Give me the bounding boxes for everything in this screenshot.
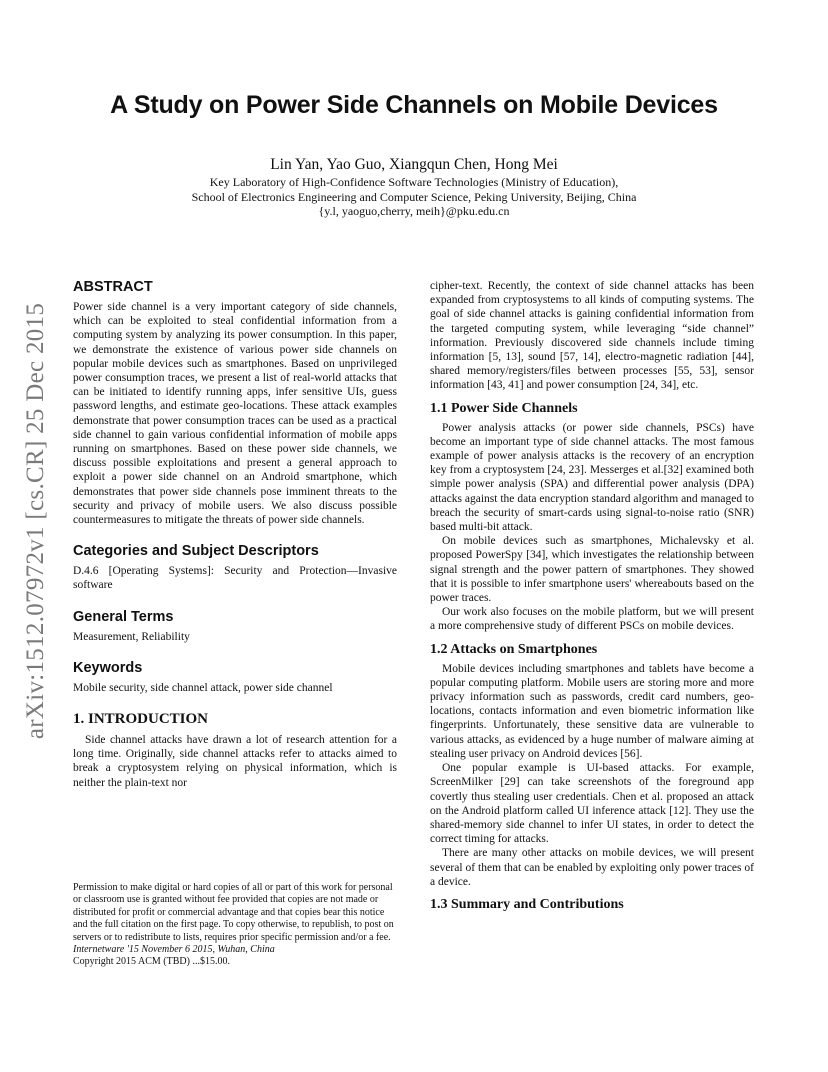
section-1-1-paragraph: On mobile devices such as smartphones, Michalevsky et al. proposed PowerSpy [34], which investigates the relationship between signal strength and the power pattern of smartphones. They showed that it is possible to infer smartphone users' whereabouts based on the power traces. bbox=[430, 535, 754, 605]
permission-notice bbox=[73, 882, 399, 969]
section-1-1-paragraph: Our work also focuses on the mobile platform, but we will present a more comprehensive study of different PSCs on mobile devices. bbox=[430, 606, 754, 633]
author-emails: {y.l, yaoguo,cherry, meih}@pku.edu.cn bbox=[318, 204, 510, 218]
general-terms-section bbox=[73, 609, 397, 644]
section-1-1-paragraph: Power analysis attacks (or power side channels, PSCs) have become an important type of side channel attacks. The most famous example of power analysis attacks is the recovery of an encryption key from a cryptosystem [24, 23]. Messerges et al.[32] examined both simple power analysis (SPA) and differential power analysis (DPA) attacks against the data encryption standard algorithm and managed to breach the security of smart-cards using signal-to-noise ratio (SNR) based multi-bit attack. bbox=[430, 421, 754, 534]
introduction-section bbox=[73, 711, 397, 790]
copyright-text: Copyright 2015 ACM (TBD) ...$15.00. bbox=[73, 956, 230, 968]
categories-heading: Categories and Subject Descriptors bbox=[73, 543, 319, 560]
abstract-heading: ABSTRACT bbox=[73, 279, 153, 295]
abstract-section bbox=[73, 279, 397, 527]
section-1-1-heading: 1.1 Power Side Channels bbox=[430, 400, 578, 416]
categories-section bbox=[73, 543, 397, 592]
introduction-text: Side channel attacks have drawn a lot of research attention for a long time. Originally, side channel attacks refer to attacks aimed to break a cryptosystem relying on physical information, which is neither the plain-text nor bbox=[73, 734, 397, 789]
right-column bbox=[430, 279, 754, 917]
section-1-2-heading: 1.2 Attacks on Smartphones bbox=[430, 641, 598, 657]
keywords-text: Mobile security, side channel attack, power side channel bbox=[73, 681, 333, 694]
conference-info: Internetware '15 November 6 2015, Wuhan, China bbox=[73, 944, 275, 956]
section-1-2-paragraph: There are many other attacks on mobile devices, we will present several of them that can be enabled by exploiting only power traces of a device. bbox=[430, 847, 754, 888]
section-1-2-paragraph: Mobile devices including smartphones and tablets have become a popular computing platform. Mobile users are storing more and more privacy information such as passwords, credit card numbers, geo-locations, contacts information and even biometric information like fingerprints. Unfortunately, these sensitive data are vulnerable to various attacks, as evidenced by a huge number of malware aiming at stealing user privacy on Android devices [56]. bbox=[430, 662, 754, 760]
abstract-text: Power side channel is a very important category of side channels, which can be exploited to steal confidential information from a computing system by analyzing its power consumption. In this paper, we demonstrate the existence of various power side channels on popular mobile devices such as smartphones. Based on unprivileged power consumption traces, we present a list of real-world attacks that can be initiated to identify running apps, infer sensitive UIs, guess password lengths, and estimate geo-locations. These attack examples demonstrate that power consumption traces can be used as a practical side channel to gain various confidential information of mobile apps running on smartphones. Based on these power side channels, we discuss possible exploitations and present a general approach to exploit a power side channel on an Android smartphone, which demonstrates that power side channels pose imminent threats to the security and privacy of mobile users. We also discuss possible countermeasures to mitigate the threats of power side channels. bbox=[73, 301, 397, 527]
section-1-2-paragraph: One popular example is UI-based attacks. For example, ScreenMilker [29] can take screenshots of the foreground app covertly thus stealing user credentials. Chen et al. proposed an attack on the Android platform called UI inference attack [12]. They use the shared-memory side channel to infer UI states, in order to detect the correct timing for attacks. bbox=[430, 762, 754, 846]
left-column bbox=[73, 279, 397, 806]
paper-authors: Lin Yan, Yao Guo, Xiangqun Chen, Hong Mei bbox=[270, 156, 558, 173]
paper-title: A Study on Power Side Channels on Mobile Devices bbox=[110, 91, 718, 119]
section-1-3-heading: 1.3 Summary and Contributions bbox=[430, 896, 624, 912]
affiliation-line: School of Electronics Engineering and Computer Science, Peking University, Beijing, China bbox=[191, 189, 637, 204]
affiliation-line: Key Laboratory of High-Confidence Software Technologies (Ministry of Education), bbox=[209, 175, 619, 189]
categories-text: D.4.6 [Operating Systems]: Security and Protection—Invasive software bbox=[73, 565, 397, 592]
arxiv-identifier bbox=[22, 286, 50, 756]
introduction-heading: 1. INTRODUCTION bbox=[73, 711, 209, 728]
keywords-section bbox=[73, 660, 397, 695]
introduction-continued: cipher-text. Recently, the context of side channel attacks has been expanded from cryptosystems to all kinds of computing systems. The goal of side channel attacks is gaining confidential information from the targeted computing system, while leveraging “side channel” information. Previously discovered side channels include timing information [5, 13], sound [57, 14], electro-magnetic radiation [44], shared memory/registers/files between processes [55, 53], sensor information [43, 41] and power consumption [24, 34], etc. bbox=[430, 280, 754, 392]
general-terms-heading: General Terms bbox=[73, 608, 174, 625]
affiliation bbox=[0, 175, 828, 219]
permission-text: Permission to make digital or hard copies of all or part of this work for personal or classroom use is granted without fee provided that copies are not made or distributed for profit or commercial advantage and that copies bear this notice and the full citation on the first page. To copy otherwise, to republish, to post on servers or to redistribute to lists, requires prior specific permission and/or a fee. bbox=[73, 882, 394, 943]
arxiv-identifier-text: arXiv:1512.07972v1 [cs.CR] 25 Dec 2015 bbox=[22, 302, 49, 740]
general-terms-text: Measurement, Reliability bbox=[73, 630, 190, 643]
keywords-heading: Keywords bbox=[73, 659, 143, 676]
